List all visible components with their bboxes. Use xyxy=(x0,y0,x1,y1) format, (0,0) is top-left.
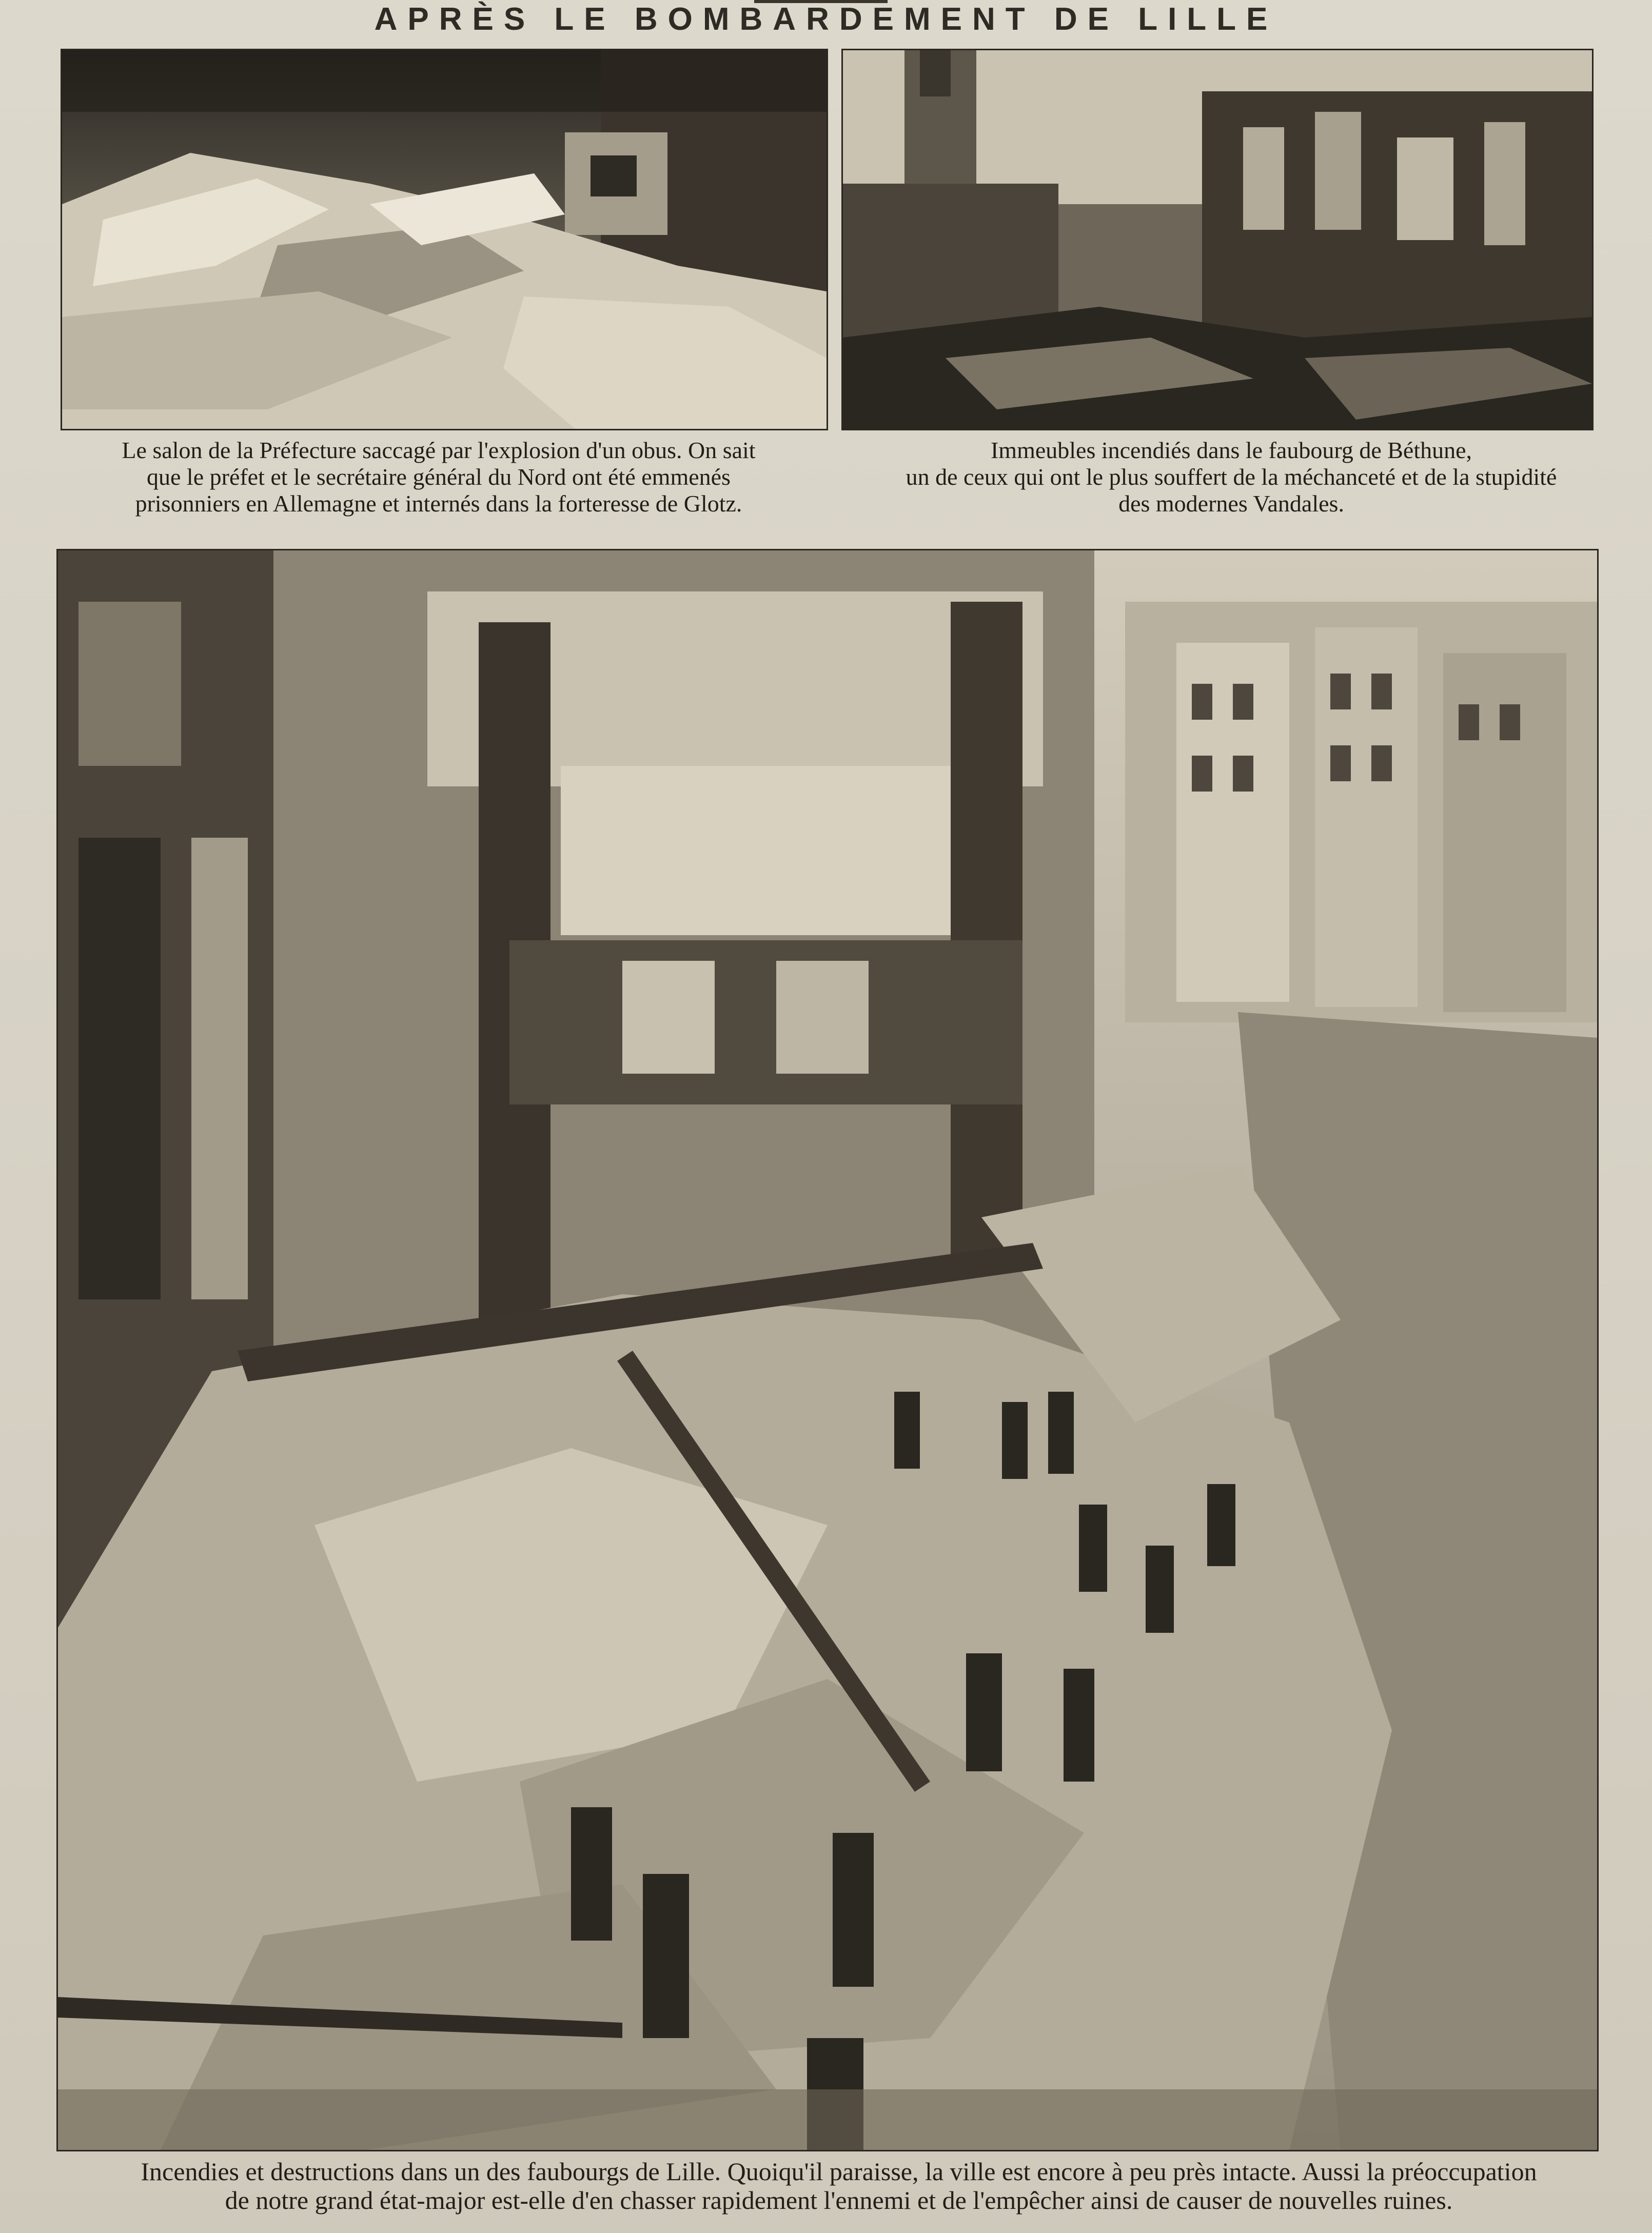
caption-bethune-line-1: Immeubles incendiés dans le faubourg de Béthune, xyxy=(990,437,1472,463)
prefecture-photo-image xyxy=(62,50,827,429)
photo-bethune-ruins xyxy=(841,49,1594,430)
photo-lille-faubourg xyxy=(56,549,1599,2151)
caption-prefecture xyxy=(67,437,811,517)
bethune-photo-image xyxy=(843,50,1592,429)
caption-bethune xyxy=(852,437,1611,517)
photo-prefecture-salon xyxy=(61,49,828,430)
caption-bethune-line-3: des modernes Vandales. xyxy=(1118,490,1344,517)
caption-prefecture-line-2: que le préfet et le secrétaire général du Nord ont été emmenés xyxy=(147,464,731,490)
caption-bethune-line-2: un de ceux qui ont le plus souffert de la méchanceté et de la stupidité xyxy=(906,464,1557,490)
caption-prefecture-line-1: Le salon de la Préfecture saccagé par l'explosion d'un obus. On sait xyxy=(122,437,756,463)
caption-lille-line-2: de notre grand état-major est-elle d'en chasser rapidement l'ennemi et de l'empêcher ainsi de causer de nouvelles ruines. xyxy=(225,2186,1453,2215)
caption-lille-line-1: Incendies et destructions dans un des faubourgs de Lille. Quoiqu'il paraisse, la ville est encore à peu près intacte. Aussi la préoccupation xyxy=(141,2157,1537,2186)
caption-lille xyxy=(31,2157,1647,2215)
caption-prefecture-line-3: prisonniers en Allemagne et internés dans la forteresse de Glotz. xyxy=(135,490,742,517)
page-headline: APRÈS LE BOMBARDEMENT DE LILLE xyxy=(374,2,1278,37)
lille-photo-image xyxy=(58,550,1597,2150)
